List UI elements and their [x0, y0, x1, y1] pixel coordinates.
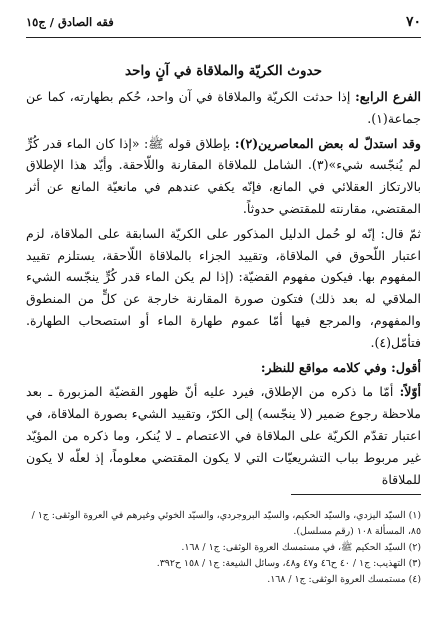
footnote: (٣) التهذيب: ج١ / ٤٠ ح٤٦ و٤٧ و٤٨، وسائل الشيعة: ج١ / ١٥٨ ح٣٩٢. — [156, 558, 421, 569]
paragraph-lead: أوّلاً: — [399, 384, 421, 400]
footnote: (١) السيّد اليزدي، والسيّد الحكيم، والسيّد البروجردي، والسيّد الخوئي وغيرهم في العروة الوثقى: ج١ / ٨٥، المسألة ١٠٨ (رقم مسلسل). — [31, 510, 421, 537]
paragraph-text: أمّا ما ذكره من الإطلاق، فيرد عليه أنّ ظهور القضيّة المزبورة ـ بعد ملاحظة رجوع ضمير (لا ينجّسه) إلى الكرّ، وتقييد الشيء بصورة الملاقاة، في اعتبار تقدّم الكريّة على الملاقاة في الاعتصام ـ لا يُنكر، وما ذكره من المؤيّد غير مربوط بباب التشريعيّات التي لا يكون المقتضي معلوماً، إذ لعلّه لا يكون للملاقاة — [26, 384, 421, 487]
footnotes — [26, 508, 421, 588]
page-header — [26, 10, 421, 34]
footnote: (٢) السيّد الحكيم ﷺ، في مستمسك العروة الوثقى: ج١ / ١٦٨. — [181, 542, 421, 553]
paragraph — [26, 86, 421, 130]
paragraph — [26, 133, 421, 220]
header-rule — [26, 37, 421, 38]
paragraph-lead: الفرع الرابع: — [355, 89, 421, 104]
paragraph-lead: وقد استدلّ له بعض المعاصرين(٢): — [234, 135, 421, 151]
paragraph — [26, 381, 421, 490]
paragraph — [26, 223, 421, 354]
section-title: حدوث الكريّة والملاقاة في آنٍ واحد — [125, 63, 322, 79]
running-head: فقه الصادق / ج١٥ — [26, 15, 114, 29]
body-text — [26, 86, 421, 493]
paragraph-text: بإطلاق قوله ﷺ: «إذا كان الماء قدر كُرٍّ لم يُنجّسه شيء»(٣). الشامل للملاقاة المقارنة واللّاحقة. وأيّد هذا الإطلاق بالارتكاز العقلائي في المانع، فإنّه يكفي عندهم في مانعيّة المانع عن أثر المقتضي، مقارنته للمقتضي حدوثاً. — [26, 135, 421, 216]
page-number: ٧٠ — [405, 14, 421, 30]
paragraph-text: ثمّ قال: إنّه لو حُمل الدليل المذكور على الكريّة السابقة على الملاقاة، لزم اعتبار اللّحوق في الملاقاة، وتقييد الجزاء بالملاقاة اللّاحقة، يستلزم تقييد المفهوم بها. فيكون مفهوم القضيّة: (إذا لم يكن الماء قدر كُرٍّ ينجّسه الشيء الملاقي له بعد ذلك) فتكون صورة المقارنة خارجة عن كلٍّ من المنطوق والمفهوم، والمرجع فيها أمّا عموم طهارة الماء أو استصحاب الطهارة. فتأمّل(٤). — [26, 225, 421, 350]
footnote-rule — [291, 494, 421, 495]
paragraph-lead: أقول: وفي كلامه مواقع للنظر: — [260, 359, 421, 375]
paragraph-text: إذا حدثت الكريّة والملاقاة في آن واحد، حُكم بطهارته، كما عن جماعة(١). — [26, 89, 421, 126]
footnote: (٤) مستمسك العروة الوثقى: ج١ / ١٦٨. — [267, 574, 421, 585]
paragraph — [26, 357, 421, 379]
